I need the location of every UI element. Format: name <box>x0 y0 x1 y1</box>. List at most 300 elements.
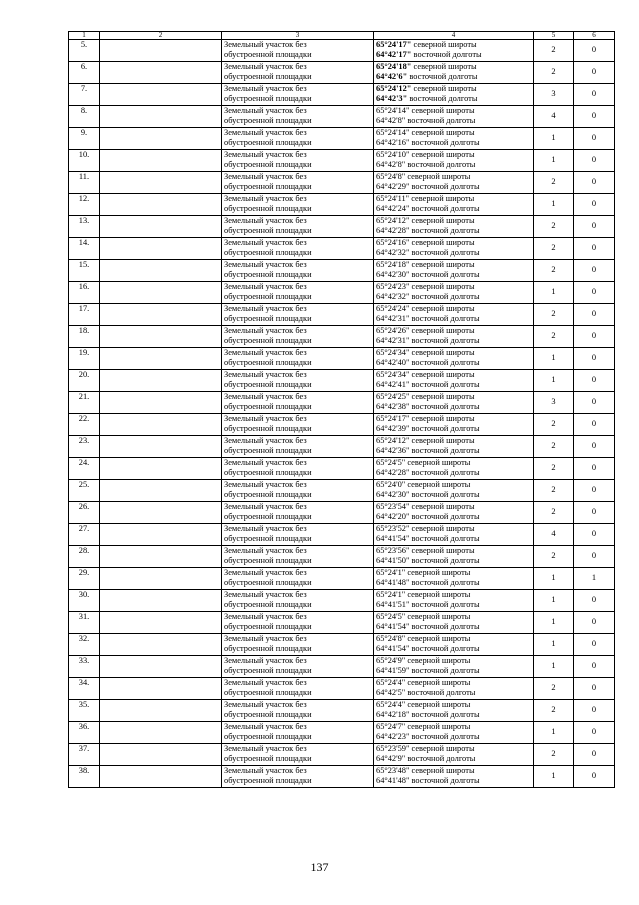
longitude-label: восточной долготы <box>407 72 478 82</box>
count-col5: 1 <box>534 612 574 634</box>
row-number: 24. <box>69 458 100 480</box>
latitude <box>376 106 531 116</box>
table-row <box>69 370 615 392</box>
longitude-value: 64°42'32" <box>376 292 410 302</box>
table-row <box>69 524 615 546</box>
coordinates <box>374 568 534 590</box>
count-col5: 1 <box>534 282 574 304</box>
table-row <box>69 480 615 502</box>
longitude-value: 64°42'20" <box>376 512 410 522</box>
count-col6: 0 <box>574 106 615 128</box>
latitude <box>376 348 531 358</box>
longitude-label: восточной долготы <box>409 578 480 588</box>
count-col6: 0 <box>574 524 615 546</box>
description-line: обустроенной площадки <box>224 270 312 280</box>
coordinates <box>374 128 534 150</box>
latitude <box>376 458 531 468</box>
latitude-value: 65°24'14" <box>376 128 410 137</box>
site-description <box>222 436 374 458</box>
site-description <box>222 722 374 744</box>
longitude-label: восточной долготы <box>409 446 480 456</box>
latitude <box>376 722 531 732</box>
count-col6: 0 <box>574 766 615 788</box>
description-line: обустроенной площадки <box>224 138 312 148</box>
description-line: Земельный участок без <box>224 150 307 159</box>
count-col5: 2 <box>534 62 574 84</box>
longitude <box>376 776 531 786</box>
row-number: 25. <box>69 480 100 502</box>
row-number: 22. <box>69 414 100 436</box>
empty-cell <box>100 678 222 700</box>
site-description <box>222 106 374 128</box>
longitude-label: восточной долготы <box>411 50 482 60</box>
latitude-value: 65°23'56" <box>376 546 410 555</box>
longitude-value: 64°42'36" <box>376 446 410 456</box>
description-line: Земельный участок без <box>224 414 307 423</box>
description-line: Земельный участок без <box>224 238 307 247</box>
latitude-value: 65°24'23" <box>376 282 410 291</box>
description-line: Земельный участок без <box>224 260 307 269</box>
latitude-value: 65°24'18" <box>376 260 410 269</box>
empty-cell <box>100 106 222 128</box>
latitude-label: северной широты <box>405 172 471 181</box>
description-line: обустроенной площадки <box>224 754 312 764</box>
coordinates <box>374 700 534 722</box>
empty-cell <box>100 414 222 436</box>
site-description <box>222 282 374 304</box>
latitude-label: северной широты <box>405 678 471 687</box>
count-col5: 3 <box>534 84 574 106</box>
row-number: 5. <box>69 40 100 62</box>
latitude <box>376 238 531 248</box>
longitude-value: 64°42'28" <box>376 468 410 478</box>
latitude-label: северной широты <box>405 568 471 577</box>
longitude-value: 64°41'50" <box>376 556 410 566</box>
count-col5: 4 <box>534 524 574 546</box>
empty-cell <box>100 744 222 766</box>
description-line: обустроенной площадки <box>224 424 312 434</box>
site-description <box>222 172 374 194</box>
latitude <box>376 194 531 204</box>
row-number: 15. <box>69 260 100 282</box>
coordinates <box>374 744 534 766</box>
latitude-label: северной широты <box>405 612 471 621</box>
latitude <box>376 84 531 94</box>
count-col6: 0 <box>574 590 615 612</box>
latitude <box>376 502 531 512</box>
site-description <box>222 458 374 480</box>
empty-cell <box>100 766 222 788</box>
site-description <box>222 612 374 634</box>
description-line: обустроенной площадки <box>224 336 312 346</box>
count-col6: 0 <box>574 84 615 106</box>
count-col5: 2 <box>534 458 574 480</box>
latitude-value: 65°24'5" <box>376 458 406 467</box>
table-row <box>69 348 615 370</box>
latitude-value: 65°24'1" <box>376 590 406 599</box>
latitude <box>376 172 531 182</box>
row-number: 37. <box>69 744 100 766</box>
row-number: 26. <box>69 502 100 524</box>
description-line: обустроенной площадки <box>224 248 312 258</box>
site-description <box>222 502 374 524</box>
description-line: Земельный участок без <box>224 84 307 93</box>
description-line: обустроенной площадки <box>224 160 312 170</box>
site-description <box>222 678 374 700</box>
longitude <box>376 358 531 368</box>
count-col6: 0 <box>574 216 615 238</box>
count-col5: 2 <box>534 414 574 436</box>
longitude-label: восточной долготы <box>409 490 480 500</box>
latitude <box>376 480 531 490</box>
latitude <box>376 40 531 50</box>
description-line: обустроенной площадки <box>224 710 312 720</box>
latitude <box>376 260 531 270</box>
table-row <box>69 40 615 62</box>
empty-cell <box>100 260 222 282</box>
empty-cell <box>100 326 222 348</box>
table-row <box>69 612 615 634</box>
row-number: 30. <box>69 590 100 612</box>
count-col5: 2 <box>534 436 574 458</box>
longitude-value: 64°41'59" <box>376 666 410 676</box>
count-col6: 0 <box>574 282 615 304</box>
longitude <box>376 556 531 566</box>
description-line: Земельный участок без <box>224 568 307 577</box>
longitude <box>376 116 531 126</box>
site-description <box>222 40 374 62</box>
latitude-value: 65°24'17" <box>376 40 412 49</box>
coordinates <box>374 348 534 370</box>
empty-cell <box>100 304 222 326</box>
page-number: 137 <box>310 860 329 874</box>
longitude-value: 64°41'54" <box>376 622 410 632</box>
row-number: 33. <box>69 656 100 678</box>
latitude-value: 65°24'12" <box>376 84 412 93</box>
longitude <box>376 578 531 588</box>
table-row <box>69 590 615 612</box>
longitude-label: восточной долготы <box>409 380 480 390</box>
longitude-label: восточной долготы <box>409 204 480 214</box>
row-number: 10. <box>69 150 100 172</box>
longitude-label: восточной долготы <box>409 600 480 610</box>
description-line: Земельный участок без <box>224 348 307 357</box>
count-col6: 0 <box>574 370 615 392</box>
longitude-label: восточной долготы <box>409 512 480 522</box>
longitude <box>376 754 531 764</box>
latitude-label: северной широты <box>405 656 471 665</box>
count-col6: 0 <box>574 150 615 172</box>
latitude-value: 65°24'0" <box>376 480 406 489</box>
longitude <box>376 600 531 610</box>
description-line: обустроенной площадки <box>224 600 312 610</box>
description-line: Земельный участок без <box>224 40 307 49</box>
description-line: Земельный участок без <box>224 634 307 643</box>
count-col5: 2 <box>534 502 574 524</box>
empty-cell <box>100 612 222 634</box>
count-col5: 1 <box>534 370 574 392</box>
longitude-value: 64°42'31" <box>376 314 410 324</box>
site-description <box>222 634 374 656</box>
longitude-label: восточной долготы <box>409 182 480 192</box>
count-col5: 2 <box>534 326 574 348</box>
row-number: 18. <box>69 326 100 348</box>
description-line: Земельный участок без <box>224 656 307 665</box>
description-line: Земельный участок без <box>224 678 307 687</box>
longitude-value: 64°42'23" <box>376 732 410 742</box>
empty-cell <box>100 590 222 612</box>
description-line: Земельный участок без <box>224 612 307 621</box>
empty-cell <box>100 238 222 260</box>
latitude-label: северной широты <box>405 458 471 467</box>
empty-cell <box>100 502 222 524</box>
count-col5: 2 <box>534 40 574 62</box>
description-line: обустроенной площадки <box>224 380 312 390</box>
latitude-value: 65°24'25" <box>376 392 410 401</box>
description-line: обустроенной площадки <box>224 182 312 192</box>
latitude <box>376 216 531 226</box>
row-number: 14. <box>69 238 100 260</box>
longitude-label: восточной долготы <box>405 116 476 126</box>
latitude-value: 65°24'11" <box>376 194 410 203</box>
count-col6: 0 <box>574 634 615 656</box>
longitude-value: 64°42'18" <box>376 710 410 720</box>
latitude-value: 65°24'8" <box>376 172 406 181</box>
count-col6: 0 <box>574 194 615 216</box>
count-col6: 0 <box>574 678 615 700</box>
coordinates <box>374 238 534 260</box>
count-col5: 2 <box>534 546 574 568</box>
latitude-label: северной широты <box>409 326 475 335</box>
latitude <box>376 766 531 776</box>
longitude-value: 64°41'51" <box>376 600 410 610</box>
row-number: 38. <box>69 766 100 788</box>
count-col5: 2 <box>534 238 574 260</box>
table-row <box>69 392 615 414</box>
site-description <box>222 766 374 788</box>
count-col5: 1 <box>534 128 574 150</box>
coordinates <box>374 370 534 392</box>
description-line: Земельный участок без <box>224 458 307 467</box>
latitude <box>376 282 531 292</box>
longitude <box>376 446 531 456</box>
table-row <box>69 326 615 348</box>
description-line: Земельный участок без <box>224 524 307 533</box>
row-number: 23. <box>69 436 100 458</box>
count-col6: 0 <box>574 700 615 722</box>
latitude-label: северной широты <box>405 590 471 599</box>
latitude-value: 65°24'26" <box>376 326 410 335</box>
latitude <box>376 634 531 644</box>
count-col6: 0 <box>574 546 615 568</box>
row-number: 16. <box>69 282 100 304</box>
latitude-value: 65°24'7" <box>376 722 406 731</box>
description-line: Земельный участок без <box>224 128 307 137</box>
coordinates <box>374 678 534 700</box>
longitude-label: восточной долготы <box>409 314 480 324</box>
row-number: 32. <box>69 634 100 656</box>
latitude <box>376 656 531 666</box>
table-row <box>69 656 615 678</box>
count-col6: 0 <box>574 172 615 194</box>
count-col5: 1 <box>534 766 574 788</box>
longitude <box>376 94 531 104</box>
description-line: Земельный участок без <box>224 436 307 445</box>
row-number: 9. <box>69 128 100 150</box>
count-col5: 1 <box>534 590 574 612</box>
description-line: обустроенной площадки <box>224 644 312 654</box>
row-number: 13. <box>69 216 100 238</box>
coordinates <box>374 480 534 502</box>
latitude-label: северной широты <box>405 480 471 489</box>
latitude-value: 65°24'9" <box>376 656 406 665</box>
latitude-label: северной широты <box>409 370 475 379</box>
coordinates <box>374 260 534 282</box>
longitude <box>376 160 531 170</box>
latitude <box>376 568 531 578</box>
empty-cell <box>100 568 222 590</box>
coordinates <box>374 722 534 744</box>
count-col5: 1 <box>534 348 574 370</box>
latitude-value: 65°24'34" <box>376 370 410 379</box>
coordinates <box>374 106 534 128</box>
count-col5: 1 <box>534 722 574 744</box>
count-col6: 0 <box>574 128 615 150</box>
count-col5: 1 <box>534 656 574 678</box>
site-description <box>222 216 374 238</box>
latitude <box>376 524 531 534</box>
longitude-value: 64°42'8" <box>376 160 406 170</box>
site-description <box>222 304 374 326</box>
latitude-label: северной широты <box>411 62 477 71</box>
latitude-label: северной широты <box>409 766 475 775</box>
longitude-label: восточной долготы <box>409 226 480 236</box>
longitude <box>376 644 531 654</box>
description-line: обустроенной площадки <box>224 556 312 566</box>
site-description <box>222 150 374 172</box>
count-col6: 0 <box>574 348 615 370</box>
description-line: обустроенной площадки <box>224 512 312 522</box>
coordinates <box>374 282 534 304</box>
row-number: 19. <box>69 348 100 370</box>
latitude <box>376 150 531 160</box>
latitude-label: северной широты <box>409 216 475 225</box>
longitude <box>376 182 531 192</box>
latitude-value: 65°24'10" <box>376 150 410 159</box>
latitude-label: северной широты <box>405 700 471 709</box>
longitude-label: восточной долготы <box>409 732 480 742</box>
longitude <box>376 292 531 302</box>
longitude <box>376 314 531 324</box>
description-line: Земельный участок без <box>224 62 307 71</box>
latitude-value: 65°24'12" <box>376 216 410 225</box>
latitude-label: северной широты <box>409 546 475 555</box>
description-line: обустроенной площадки <box>224 116 312 126</box>
table-row <box>69 766 615 788</box>
description-line: обустроенной площадки <box>224 688 312 698</box>
latitude-value: 65°24'24" <box>376 304 410 313</box>
empty-cell <box>100 392 222 414</box>
coordinates <box>374 392 534 414</box>
latitude-value: 65°24'5" <box>376 612 406 621</box>
table-row <box>69 84 615 106</box>
latitude-label: северной широты <box>411 84 477 93</box>
description-line: Земельный участок без <box>224 326 307 335</box>
coordinates <box>374 62 534 84</box>
empty-cell <box>100 172 222 194</box>
longitude <box>376 534 531 544</box>
count-col5: 1 <box>534 194 574 216</box>
longitude-value: 64°42'29" <box>376 182 410 192</box>
description-line: Земельный участок без <box>224 304 307 313</box>
empty-cell <box>100 480 222 502</box>
site-description <box>222 260 374 282</box>
row-number: 6. <box>69 62 100 84</box>
description-line: Земельный участок без <box>224 766 307 775</box>
table-row <box>69 238 615 260</box>
coordinates <box>374 612 534 634</box>
count-col6: 0 <box>574 326 615 348</box>
empty-cell <box>100 722 222 744</box>
latitude <box>376 700 531 710</box>
latitude <box>376 590 531 600</box>
latitude-label: северной широты <box>409 348 475 357</box>
longitude-value: 64°41'48" <box>376 578 410 588</box>
longitude-value: 64°42'30" <box>376 270 410 280</box>
column-number: 1 <box>69 32 100 40</box>
table-row <box>69 546 615 568</box>
description-line: Земельный участок без <box>224 744 307 753</box>
row-number: 21. <box>69 392 100 414</box>
longitude <box>376 710 531 720</box>
longitude <box>376 336 531 346</box>
count-col6: 0 <box>574 744 615 766</box>
table-row <box>69 678 615 700</box>
latitude-label: северной широты <box>409 194 475 203</box>
description-line: обустроенной площадки <box>224 622 312 632</box>
latitude-label: северной широты <box>411 40 477 49</box>
empty-cell <box>100 128 222 150</box>
count-col6: 0 <box>574 392 615 414</box>
latitude <box>376 62 531 72</box>
coordinates <box>374 766 534 788</box>
coordinates <box>374 150 534 172</box>
count-col6: 0 <box>574 414 615 436</box>
table-row <box>69 458 615 480</box>
empty-cell <box>100 634 222 656</box>
table-row <box>69 260 615 282</box>
empty-cell <box>100 194 222 216</box>
coordinates <box>374 84 534 106</box>
empty-cell <box>100 458 222 480</box>
description-line: Земельный участок без <box>224 590 307 599</box>
latitude <box>376 326 531 336</box>
table-row <box>69 128 615 150</box>
table-row <box>69 106 615 128</box>
longitude-value: 64°42'16" <box>376 138 410 148</box>
latitude <box>376 392 531 402</box>
longitude <box>376 72 531 82</box>
description-line: Земельный участок без <box>224 194 307 203</box>
longitude-label: восточной долготы <box>409 556 480 566</box>
description-line: Земельный участок без <box>224 172 307 181</box>
longitude-label: восточной долготы <box>405 688 476 698</box>
row-number: 31. <box>69 612 100 634</box>
coordinates <box>374 414 534 436</box>
count-col5: 1 <box>534 634 574 656</box>
latitude-label: северной широты <box>409 436 475 445</box>
description-line: обустроенной площадки <box>224 72 312 82</box>
